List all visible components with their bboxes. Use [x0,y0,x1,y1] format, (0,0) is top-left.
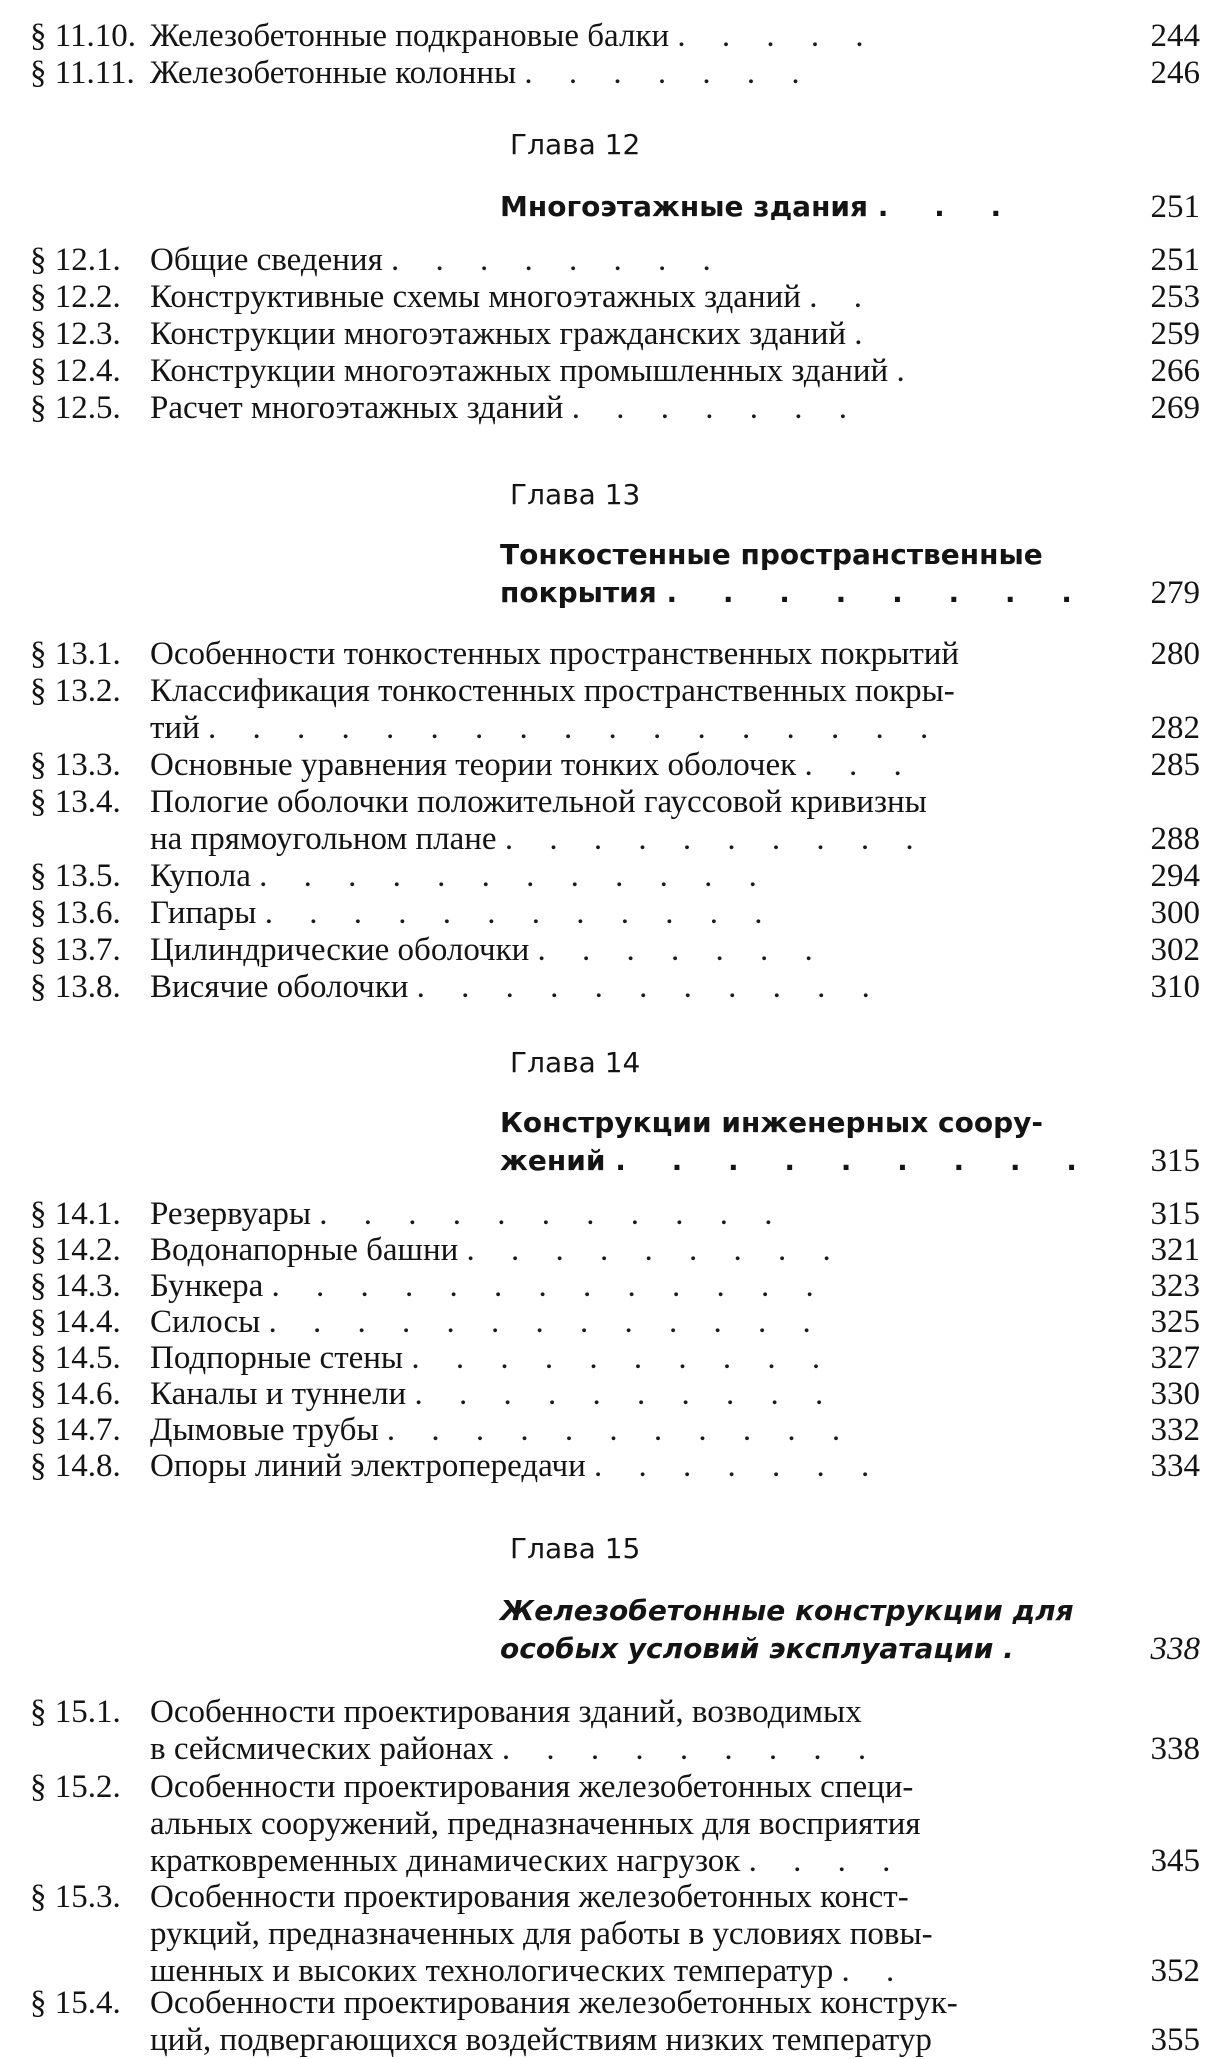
page-number: 325 [1150,1304,1200,1340]
toc-entry [30,353,1200,390]
entry-title: Цилиндрические оболочки . . . . . . . [150,932,827,968]
chapter-title: Тонкостенные пространственные покрытия . . . . . . . . 279 [500,538,1200,611]
dot-leader: . . . [877,190,1020,223]
entry-title: Висячие оболочки . . . . . . . . . . . [150,969,884,1005]
section-number: § 12.2. [30,279,121,315]
page-number: 352 [1150,1953,1200,1989]
chapter-title: Железобетонные конструкции для особых условий эксплуатации . 338 [500,1594,1200,1667]
entry-title: Расчет многоэтажных зданий . . . . . . . [150,390,861,426]
dot-leader: . . . . . [677,18,878,54]
page-number: 334 [1150,1448,1200,1484]
toc-entry: § 15.3. Особенности проектирования железобетонных конст- рукций, предназначенных для работы в условиях повы- шенных и высоких технологических температур . . 352 [30,1879,1200,1989]
section-number: § 14.4. [30,1304,121,1340]
section-number: § 14.6. [30,1376,121,1412]
entry-title: Особенности тонкостенных пространственных покрытий [150,636,960,672]
page-number: 315 [1150,1196,1200,1232]
page-number: 345 [1150,1843,1200,1879]
section-number: § 14.1. [30,1196,121,1232]
section-number: § 14.5. [30,1340,121,1376]
entry-title: Гипары . . . . . . . . . . . . [150,895,777,931]
page-number: 279 [1150,575,1200,611]
section-number: § 12.5. [30,390,121,426]
section-number: § 14.3. [30,1268,121,1304]
toc-entry [30,1232,1200,1269]
chapter-label: Глава 14 [510,1046,641,1079]
toc-entry [30,858,1200,895]
section-number: § 15.4. [30,1985,121,2021]
page-number: 300 [1150,895,1200,931]
page-number: 355 [1150,2022,1200,2058]
entry-title: Особенности проектирования железобетонных конст- [150,1879,909,1915]
page-number: 253 [1150,279,1200,315]
entry-title: Железобетонные колонны . . . . . . . [150,55,814,91]
entry-title: Каналы и туннели . . . . . . . . . . [150,1376,838,1412]
dot-leader: . . . [804,747,916,783]
chapter-label: Глава 12 [510,128,641,161]
toc-entry [30,1340,1200,1377]
entry-title: Опоры линий электропередачи . . . . . . . [150,1448,884,1484]
toc-entry: § 15.2. Особенности проектирования железобетонных специ- альных сооружений, предназначенных для восприятия кратковременных динамических нагрузок . . . . 345 [30,1769,1200,1879]
toc-entry [30,895,1200,932]
dot-leader: . . . . [748,1843,905,1879]
dot-leader: . . . . . . . . [391,242,725,278]
section-number: § 14.8. [30,1448,121,1484]
dot-leader: . . . . . . . . . . . [386,1412,855,1448]
toc-entry [30,1448,1200,1485]
toc-entry: § 15.4. Особенности проектирования железобетонных конструк- ций, подвергающихся воздействиям низких температур 355 [30,1985,1200,2058]
page-number: 282 [1150,710,1200,746]
entry-title: Железобетонные подкрановые балки . . . . . [150,18,878,54]
toc-entry [30,1268,1200,1305]
section-number: § 13.6. [30,895,121,931]
dot-leader: . . . . . . . . . . . . . . . . . [208,710,943,746]
page-number: 266 [1150,353,1200,389]
page-number: 302 [1150,932,1200,968]
dot-leader: . . [809,279,876,315]
section-number: § 12.4. [30,353,121,389]
chapter-label: Глава 13 [510,478,641,511]
section-number: § 13.3. [30,747,121,783]
page-number: 269 [1150,390,1200,426]
entry-title: Бункера . . . . . . . . . . . . . [150,1268,828,1304]
toc-entry: § 13.4. Пологие оболочки положительной гауссовой кривизны на прямоугольном плане . . . . . . . . . . 288 [30,784,1200,857]
dot-leader: . [896,353,919,389]
entry-title: Общие сведения . . . . . . . . [150,242,725,278]
entry-title: Особенности проектирования железобетонных специ- [150,1769,914,1805]
toc-entry [30,932,1200,969]
entry-title: Силосы . . . . . . . . . . . . . [150,1304,825,1340]
toc-entry [30,747,1200,784]
section-number: § 11.10. [30,18,137,54]
dot-leader: . . . . . . . . . . . [319,1196,787,1232]
toc-entry [30,1376,1200,1413]
page-number: 315 [1150,1143,1200,1179]
dot-leader: . [1003,1632,1032,1665]
page-number: 338 [1150,1731,1200,1767]
toc-entry [30,1196,1200,1233]
entry-title: Водонапорные башни . . . . . . . . . [150,1232,845,1268]
dot-leader: . . . . . . . . . [615,1144,1095,1177]
page-number: 280 [1150,636,1200,672]
page-number: 288 [1150,821,1200,857]
section-number: § 15.3. [30,1879,121,1915]
page-number: 259 [1150,316,1200,352]
dot-leader: . . . . . . . . . . [411,1340,835,1376]
page-number: 246 [1150,55,1200,91]
toc-entry: § 13.2. Классификация тонкостенных пространственных покры- тий . . . . . . . . . . . . . . . . . 282 [30,673,1200,746]
entry-title: Конструктивные схемы многоэтажных зданий . . [150,279,876,315]
dot-leader: . . . . . . . . . . . [416,969,884,1005]
section-number: § 13.1. [30,636,121,672]
chapter-label: Глава 15 [510,1532,641,1565]
toc-entry [30,1412,1200,1449]
page-number: 338 [1150,1631,1200,1667]
chapter-title: Конструкции инженерных соору- жений . . . . . . . . . 315 [500,1106,1200,1179]
chapter-title: Многоэтажные здания . . . 251 [500,189,1200,225]
section-number: § 15.1. [30,1694,121,1730]
page-number: 323 [1150,1268,1200,1304]
page-number: 310 [1150,969,1200,1005]
toc-entry [30,969,1200,1006]
dot-leader: . . . . . . . . . . [414,1376,838,1412]
dot-leader: . . . . . . . [537,932,827,968]
dot-leader: . . . . . . . . . . . . . [268,1304,825,1340]
dot-leader: . . . . . . . [594,1448,884,1484]
toc-entry [30,18,1200,55]
section-number: § 12.3. [30,316,121,352]
dot-leader: . . . . . . . . . . [504,821,928,857]
toc-entry [30,242,1200,279]
dot-leader: . . . . . . . . [666,576,1090,609]
toc-entry [30,390,1200,427]
entry-title: Основные уравнения теории тонких оболочек . . . [150,747,916,783]
page-number: 327 [1150,1340,1200,1376]
page-number: 330 [1150,1376,1200,1412]
section-number: § 13.4. [30,784,121,820]
toc-entry [30,316,1200,353]
toc-entry [30,55,1200,92]
dot-leader: . . . . . . . . . [501,1731,881,1767]
dot-leader: . . . . . . . . . . . . . [271,1268,828,1304]
entry-title: Подпорные стены . . . . . . . . . . [150,1340,835,1376]
section-number: § 13.2. [30,673,121,709]
entry-title: Пологие оболочки положительной гауссовой кривизны [150,784,927,820]
entry-title: Особенности проектирования зданий, возводимых [150,1694,862,1730]
toc-entry [30,279,1200,316]
dot-leader: . . . . . . . . . [466,1232,845,1268]
section-number: § 13.7. [30,932,121,968]
page-number: 251 [1150,189,1200,225]
toc-entry [30,1304,1200,1341]
entry-title: Дымовые трубы . . . . . . . . . . . [150,1412,855,1448]
page-number: 251 [1150,242,1200,278]
page-number: 294 [1150,858,1200,894]
section-number: § 13.8. [30,969,121,1005]
page-number: 332 [1150,1412,1200,1448]
dot-leader: . . . . . . . [524,55,814,91]
entry-title: Купола . . . . . . . . . . . . [150,858,771,894]
dot-leader: . . . . . . . . . . . . [264,895,777,931]
entry-title: Конструкции многоэтажных гражданских зданий . [150,316,877,352]
page-number: 285 [1150,747,1200,783]
dot-leader: . [854,316,877,352]
section-number: § 14.7. [30,1412,121,1448]
entry-title: Особенности проектирования железобетонных конструк- [150,1985,958,2021]
section-number: § 14.2. [30,1232,121,1268]
entry-title: Резервуары . . . . . . . . . . . [150,1196,787,1232]
dot-leader: . . [841,1953,909,1989]
section-number: § 12.1. [30,242,121,278]
dot-leader: . . . . . . . . . . . . [259,858,771,894]
section-number: § 11.11. [30,55,135,91]
section-number: § 13.5. [30,858,121,894]
entry-title: Конструкции многоэтажных промышленных зданий . [150,353,919,389]
section-number: § 15.2. [30,1769,121,1805]
toc-entry [30,636,1200,673]
page-number: 321 [1150,1232,1200,1268]
entry-title: Классификация тонкостенных пространственных покры- [150,673,955,709]
page-number: 244 [1150,18,1200,54]
dot-leader: . . . . . . . [571,390,861,426]
toc-entry: § 15.1. Особенности проектирования зданий, возводимых в сейсмических районах . . . . . . . . . 338 [30,1694,1200,1767]
